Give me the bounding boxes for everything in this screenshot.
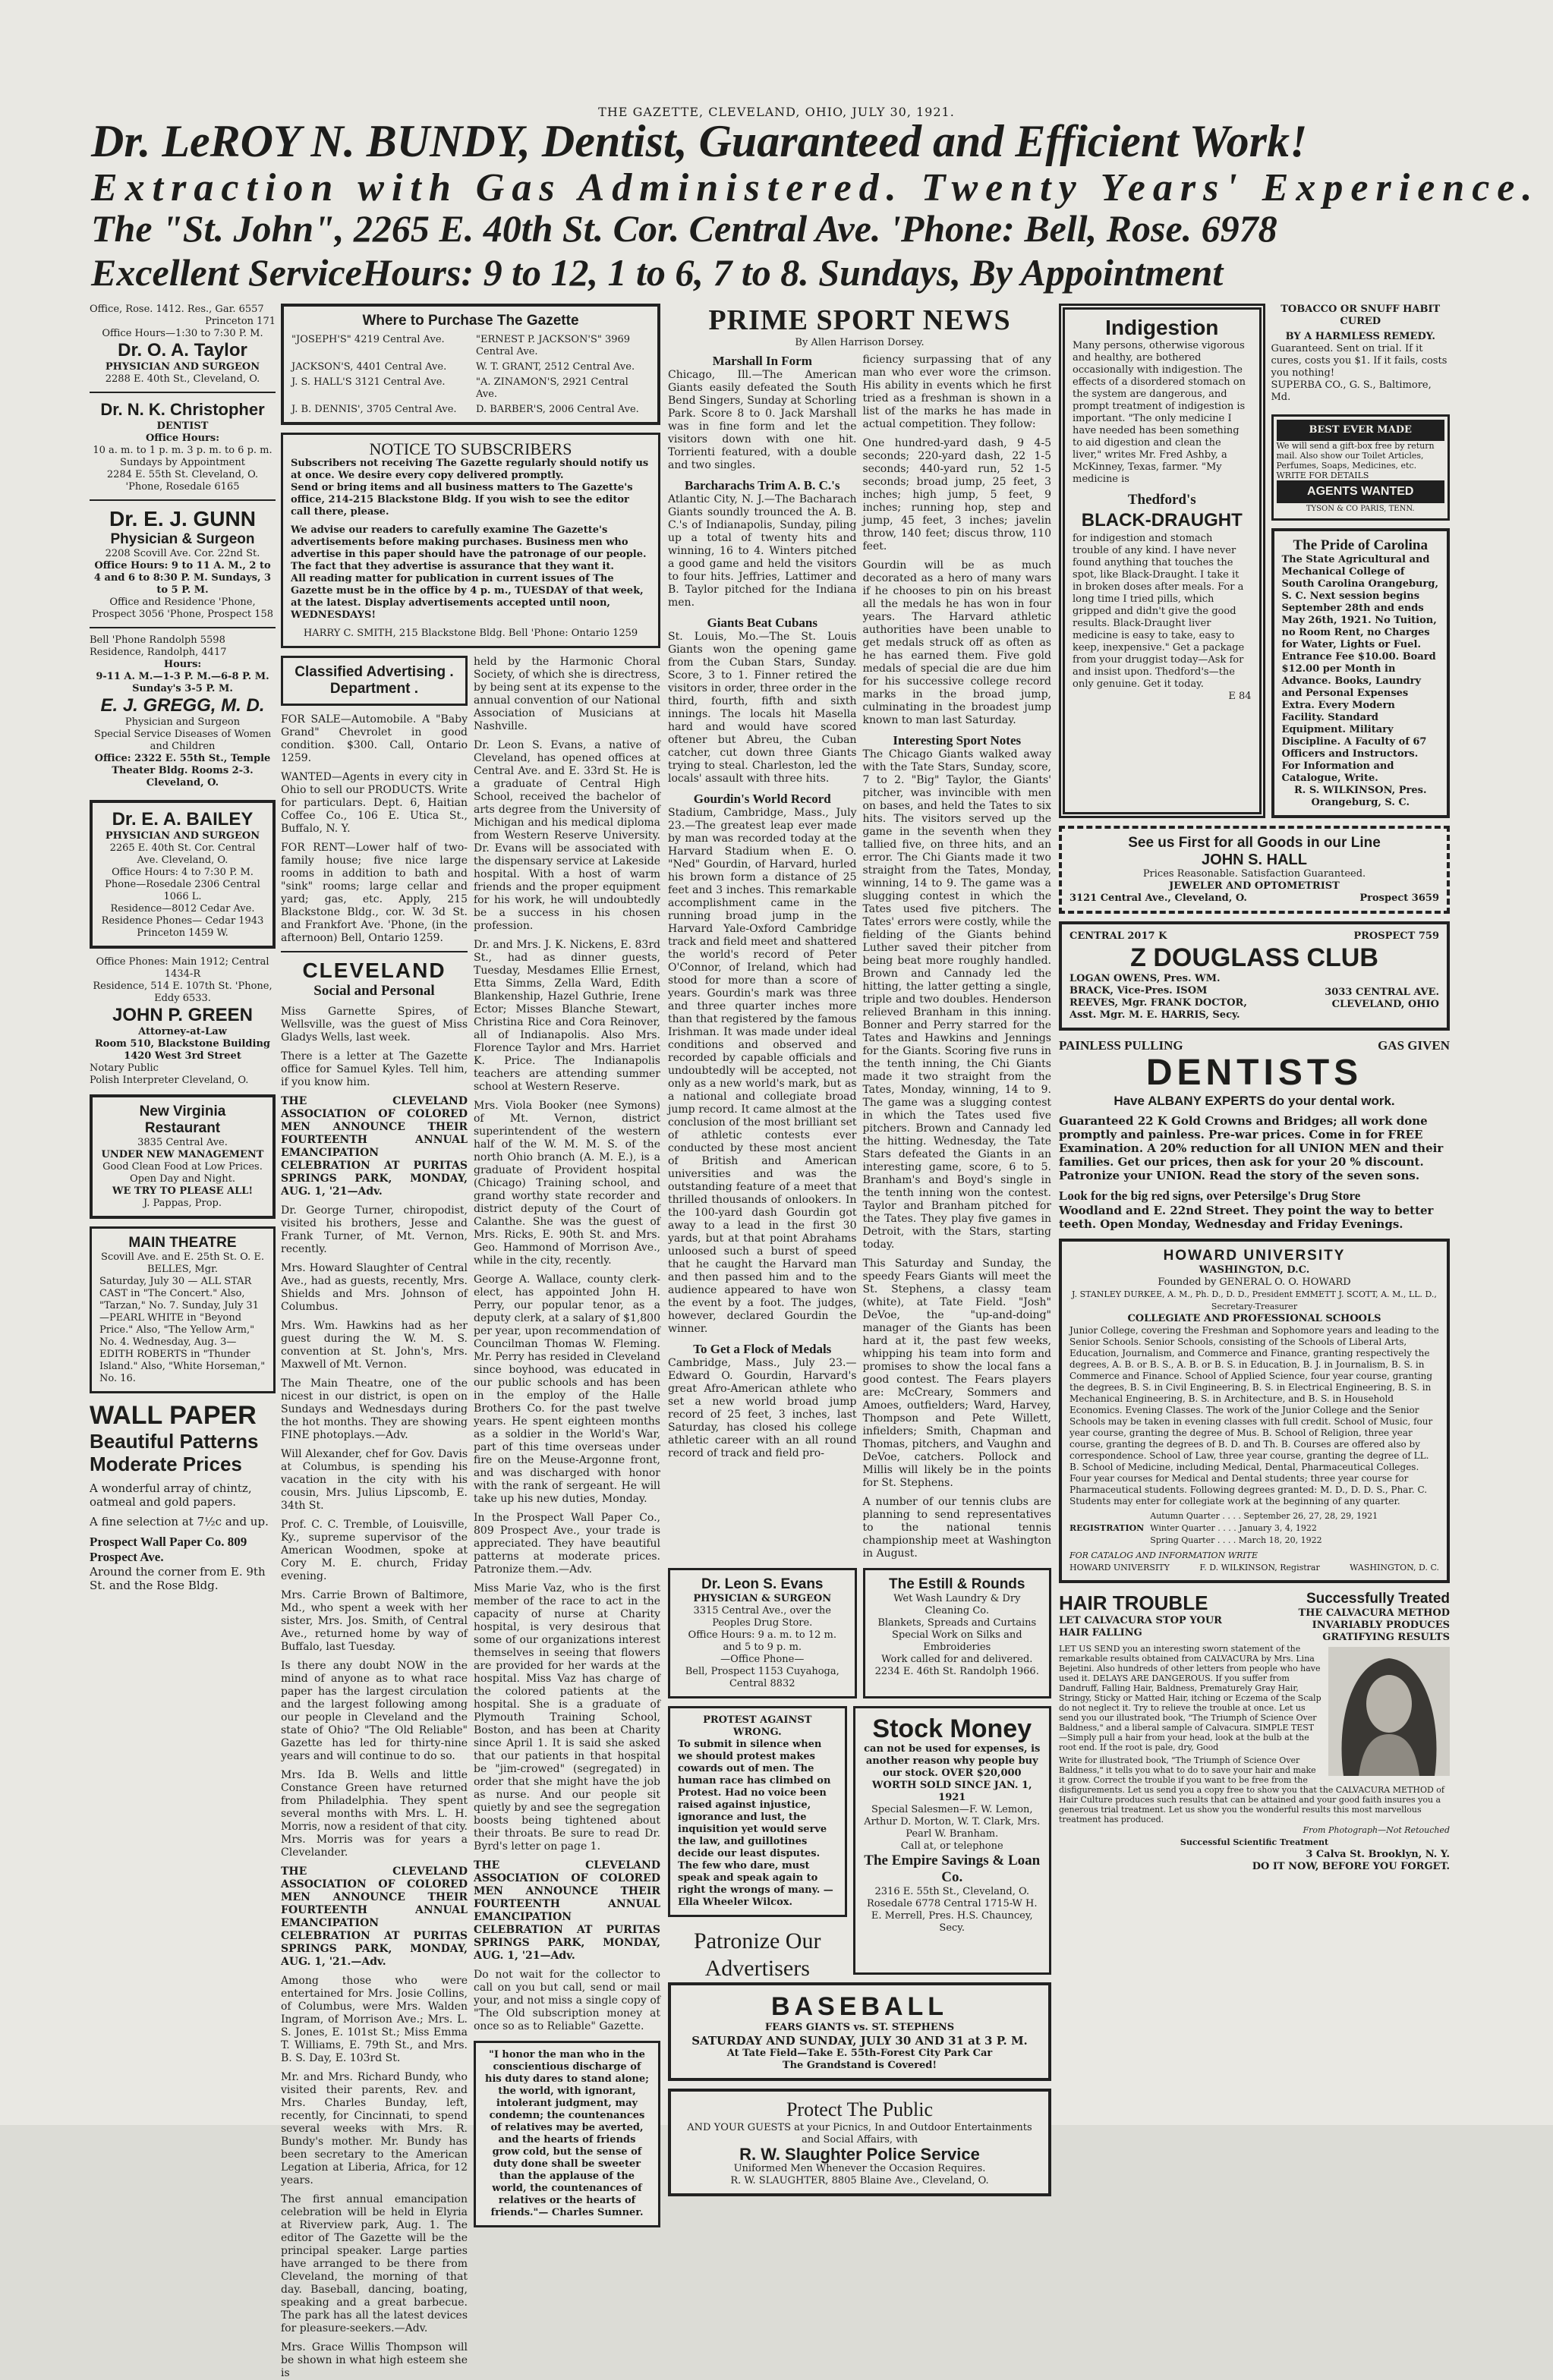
store-item: J. B. DENNIS', 3705 Central Ave. [291,404,457,415]
column-3 [668,304,1051,2186]
hall-name: JOHN S. HALL [1202,852,1307,868]
green-interpreter: Polish Interpreter Cleveland, O. [90,1075,249,1086]
theatre-text: Saturday, July 30 — ALL STAR CAST in "The Concert." Also, "Tarzan," No. 7. Sunday, July 31—PEARL WHITE in "Beyond Price." Also, "The Yellow Arm," No. 4. Wednesday, Aug. 3—EDITH ROBERTS in "Thunder Island." Also, "White Horseman," No. 16. [99,1276,266,1384]
dentists-text: Guaranteed 22 K Gold Crowns and Bridges; all work done promptly and painless. Pre-war prices. Come in for FREE Examination. A 20% reduction for all UNION MEN and their families. Get our prices, then ask for your 20 % discount. Patronize your UNION. Read the story of the seven sons. [1059,1114,1444,1182]
dentists-left: PAINLESS PULLING [1059,1038,1183,1053]
dentists-look: Look for the big red signs, over Petersilge's Drug Store [1059,1188,1361,1203]
calvacura-ad [1059,1591,1450,1873]
indigestion-text: Many persons, otherwise vigorous and healthy, are bothered occasionally with indigestion. The effects of a disordered stomach on the system are dangerous, and prompt treatment of indigestion is important. "The only medicine I have needed has been something to aid digestion and clean the liver," writes Mr. Fred Ashby, a McKinney, Texas, farmer. "My medicine is [1073,340,1246,485]
store-item: "ERNEST P. JACKSON'S" 3969 Central Ave. [476,334,631,357]
virginia-address: 3835 Central Ave. [137,1137,228,1148]
carolina-text: The State Agricultural and Mechanical College of South Carolina Orangeburg, S. C. Next session begins September 28th and ends May 26th, 1921. No Tuition, no Room Rent, no Charges for Water, Lights or Fuel. Entrance Fee $10.00. Board $12.00 per Month in Advance. Books, Laundry and Personal Expenses Extra. Every Modern Facility. Standard Equipment. Military Discipline. A Faculty of 67 Officers and Instructors. For Information and Catalogue, Write. [1281,554,1438,784]
cleveland-subtitle: Social and Personal [313,983,435,999]
black-draught-brand: BLACK-DRAUGHT [1081,510,1243,530]
tobacco-sub: BY A HARMLESS REMEDY. [1285,331,1435,342]
purchase-stores [291,334,650,416]
estill-ad [863,1568,1052,1698]
social-item: Is there any doubt NOW in the mind of anyone as to what race paper has the largest circulation and the largest following among our people in Cleveland and the state of Ohio? "The Old Reliable" Gazette has led for thirty-nine years and will continue to do so. [281,1660,468,1762]
social-item: Prof. C. C. Tremble, of Louisville, Ky., supreme supervisor of the American Woodmen, spoke at Cory M. E. church, Friday evening. [281,1519,468,1582]
wallpaper-h2: Beautiful Patterns [90,1430,259,1453]
sport-heading: Giants Beat Cubans [707,615,817,630]
calvacura-head-right [1258,1591,1451,1644]
taylor-hours: Office Hours—1:30 to 7:30 P. M. [102,328,263,339]
christopher-name: Dr. N. K. Christopher [100,400,265,419]
howard-registration-block [1069,1510,1439,1547]
hair-right-text: Write for illustrated book, "The Triumph of Science Over Baldness," it tells you what to do to save your hair and make it grow. Correct the trouble if you want to be free from the disfigurements. Let us send you a copy free to show you that the CALVACURA METHOD of Hair Culture produces such results that can be attained and your good faith insures you a generous trial treatment. Let us show you the wonderful results this most marvellous treatment has produced. [1059,1755,1444,1824]
protect-title: Protect The Public [786,2098,934,2120]
sport-article: One hundred-yard dash, 9 4-5 seconds; 220-yard dash, 22 1-5 seconds; 440-yard run, 52 1-5 seconds; broad jump, 25 feet, 3 inches; high jump, 5 feet, 9 inches; running hop, step and jump, 45 feet, 3 inches; javelin throw, 140 feet; discus throw, 110 feet. [862,437,1051,552]
notice-p2: Send or bring items and all business matters to The Gazette's office, 214-215 Blackstone Bldg. If you wish to see the editor call there, please. [291,482,633,518]
evans-ad [668,1568,857,1698]
wallpaper-text1: A wonderful array of chintz, oatmeal and gold papers. [90,1481,252,1509]
virginia-please: WE TRY TO PLEASE ALL! [112,1185,254,1197]
douglass-name: Z DOUGLASS CLUB [1130,943,1378,972]
sport-article: A number of our tennis clubs are planning to send representatives to the national tennis championship meet at Washington in August. [862,1496,1051,1560]
classified-box [281,656,468,706]
social-item: held by the Harmonic Choral Society, of which she is directress, by being sent at its expense to the annual convention of our National Association of Musicians at Nashville. [474,656,660,732]
wallpaper-h1: WALL PAPER [90,1401,257,1430]
dentists-title: DENTISTS [1145,1053,1363,1093]
taylor-title: PHYSICIAN AND SURGEON [105,361,260,373]
howard-footer-right: WASHINGTON, D. C. [1350,1563,1439,1572]
hair-text: LET US SEND you an interesting sworn statement of the remarkable results obtained from CALVACURA by Mrs. Lina Bejetini. Also hundreds of other letters from people who have used it. DELAYS ARE DANGEROUS. If you suffer from Dandruff, Falling Hair, Baldness, Prematurely Gray Hair, Stringy, Sticky or Matted Hair, itching or Eczema of the Scalp do not neglect it. Try to relieve the trouble at once. Let us send you our illustrated book, "The Triumph of Science Over Baldness," and a liberal sample of Calvacura. SIMPLE TEST—Simply pull a hair from your head, look at the bulb at the root end. If the root is pale, dry, Good [1059,1644,1321,1752]
bailey-name: Dr. E. A. BAILEY [112,809,254,830]
howard-footer [1069,1562,1439,1574]
protest-text: To submit in silence when we should protest makes cowards out of men. The human race has climbed on Protest. Had no voice been raised against injustice, ignorance and lust, the inquisition yet would serve the law, and guillotines decide our least disputes. The few who dare, must speak and speak again to right the wrongs of many. —Ella Wheeler Wilcox. [678,1739,833,1908]
douglass-central: CENTRAL 2017 K [1069,930,1167,942]
store-item: "JOSEPH'S" 4219 Central Ave. [291,334,445,345]
agents-wanted: AGENTS WANTED [1277,480,1445,503]
social-item: Dr. George Turner, chiropodist, visited his brothers, Jesse and Frank Turner, of Mt. Vernon, recently. [281,1204,468,1255]
hair-title: HAIR TROUBLE [1059,1591,1208,1614]
howard-catalog: FOR CATALOG AND INFORMATION WRITE [1069,1550,1258,1560]
col4-top [1059,304,1450,826]
hair-company: 3 Calva St. Brooklyn, N. Y. [1306,1849,1450,1860]
store-item: D. BARBER'S, 2006 Central Ave. [476,404,639,415]
gunn-title: Physician & Surgeon [110,531,255,547]
baseball-ad [668,1982,1051,2081]
purchase-title: Where to Purchase The Gazette [362,313,579,329]
bundy-banner-line1: Dr. LeROY N. BUNDY, Dentist, Guaranteed and Efficient Work! [91,116,1308,166]
dentists-top [1059,1038,1450,1053]
stock-money-ad [853,1706,1052,1975]
green-notary: Notary Public [90,1062,159,1074]
protect-ad [668,2089,1051,2196]
evans-phone-label: —Office Phone— [720,1654,805,1665]
christopher-ad [90,399,276,493]
tobacco-text: Guaranteed. Sent on trial. If it cures, costs you $1. If it fails, costs you nothing! [1271,343,1447,379]
hall-prospect: Prospect 3659 [1359,892,1439,904]
douglass-address: 3033 CENTRAL AVE. CLEVELAND, OHIO [1325,987,1439,1010]
howard-winter: Winter Quarter . . . . January 3, 4, 1922 [1150,1523,1317,1533]
social-item: Miss Marie Vaz, who is the first member of the race to act in the capacity of nurse at Charity hospital, is very desirous that some of our organizations interest themselves in seeing that flowers are provided for her wards at the hospital. Miss Vaz has charge of the colored patients at the hospital. She is a graduate of Plymouth Training School, Boston, and has been at Charity since April 1. It is said she asked that our patients in that hospital be "jim-crowed" (segregated) in order that she might have the job as nurse. And our people sit quietly by and see the segregation boosts being tightened about their throats. Be sure to read Dr. Byrd's letter on page 1. [474,1582,660,1853]
taylor-address: 2288 E. 40th St., Cleveland, O. [105,373,260,385]
social-item: Dr. Leon S. Evans, a native of Cleveland, has opened offices at Central Ave. and E. 33rd St. He is a graduate of Central High School, received the bachelor of arts degree from the University of Michigan and his medical diploma from Western Reserve University. Dr. Evans will be associated with the dispensary service at Lakeside hospital. With a host of warm friends and the proper equipment for his work, he will undoubtedly be a success in his chosen profession. [474,739,660,932]
store-item: J. S. HALL'S 3121 Central Ave. [291,376,446,388]
stock-call: Call at, or telephone [900,1840,1003,1852]
store-item: "A. ZINAMON'S, 2921 Central Ave. [476,376,628,400]
wallpaper-around: Around the corner from E. 9th St. and the Rose Bldg. [90,1565,266,1592]
notice-sig: HARRY C. SMITH, 215 Blackstone Bldg. Bell 'Phone: Ontario 1259 [303,628,638,639]
indigestion-title: Indigestion [1105,316,1219,339]
virginia-prop: J. Pappas, Prop. [143,1198,222,1209]
classified-ad-2: WANTED—Agents in every city in Ohio to sell our PRODUCTS. Write for particulars. Dept. 6, Haitian Coffee Co., 106 E. Utica St., Buffalo, N. Y. [281,771,468,835]
howard-spring: Spring Quarter . . . . March 18, 20, 1922 [1150,1535,1322,1545]
hall-footer [1069,892,1439,905]
dentists-ad [1059,1038,1450,1231]
christopher-hours-label: Office Hours: [145,433,220,444]
theatre-address: Scovill Ave. and E. 25th St. O. E. BELLES, Mgr. [101,1251,264,1275]
bundy-banner-line3: The "St. John", 2265 E. 40th St. Cor. Central Ave. 'Phone: Bell, Rose. 6978 [91,207,1277,250]
howard-registration: REGISTRATION [1069,1523,1145,1533]
social-item: THE CLEVELAND ASSOCIATION OF COLORED MEN ANNOUNCE THEIR FOURTEENTH ANNUAL EMANCIPATION CELEBRATION AT PURITAS SPRINGS PARK, MONDAY, AUG. 1, '21.—Adv. [281,1865,468,1968]
sport-heading: Marshall In Form [712,354,812,368]
gunn-address: 2208 Scovill Ave. Cor. 22nd St. [105,548,260,559]
social-item: THE CLEVELAND ASSOCIATION OF COLORED MEN ANNOUNCE THEIR FOURTEENTH ANNUAL EMANCIPATION CELEBRATION AT PURITAS SPRINGS PARK, MONDAY, AUG. 1, '21—Adv. [474,1859,660,1962]
protect-address: R. W. SLAUGHTER, 8805 Blaine Ave., Cleveland, O. [730,2175,989,2186]
main-theatre-ad [90,1226,276,1393]
sport-columns [668,354,1051,1560]
dentists-right: GAS GIVEN [1378,1038,1450,1053]
running-head: THE GAZETTE, CLEVELAND, OHIO, JULY 30, 1921. [598,105,955,119]
estill-text: Blankets, Spreads and Curtains Special Work on Silks and Embroideries [877,1617,1037,1653]
calvacura-body [1059,1644,1450,1873]
green-name: JOHN P. GREEN [112,1005,253,1025]
carolina-ad [1271,528,1451,818]
notice-p3: We advise our readers to carefully examine The Gazette's advertisements before making purchases. Business men who advertise in this paper should have the patronage of our people. The fact that they advertise is assurance that they want it. [291,524,647,572]
baseball-title: BASEBALL [770,1992,949,2021]
sport-left [668,354,857,1560]
store-item: W. T. GRANT, 2512 Central Ave. [476,361,635,373]
notice-box [281,433,660,648]
bailey-title: PHYSICIAN AND SURGEON [105,830,260,842]
bundy-banner-line2: Extraction with Gas Administered. Twenty Years' Experience. [91,166,1540,209]
indigestion-ad [1059,304,1265,818]
howard-autumn: Autumn Quarter . . . . September 26, 27, 28, 29, 1921 [1150,1511,1378,1521]
notice-title: NOTICE TO SUBSCRIBERS [369,439,572,458]
gregg-hours: 9-11 A. M.—1-3 P. M.—6-8 P. M. Sunday's 3-5 P. M. [96,671,269,694]
social-item: There is a letter at The Gazette office for Samuel Kyles. Tell him, if you know him. [281,1050,468,1088]
sport-article: Stadium, Cambridge, Mass., July 23.—The greatest leap ever made by man was recorded today at the Harvard Stadium when E. O. "Ned" Gourdin, of Harvard, hurled his brown form a distance of 25 feet and 3 inches. This remarkable accomplishment came in the running broad jump in the Harvard Yale-Oxford Cambridge track and field meet and shattered the world's record of Peter O'Connor, of Ireland, which had stood for more than a score of years. Gourdin's mark was three and three quarter inches more than that registered by the famous Irishman. It was made under ideal conditions and observed and recorded by capable officials and undoubtedly will be accepted, not only as a new world's mark, but as a national and collegiate broad jump record. It came almost at the conclusion of the most brilliant set of athletic contests ever conducted by these most ancient of British and American universities and was the outstanding feature of a meet that thrilled thousands of onlookers. In the 100-yard dash Gourdin got away to a lead in the first 30 yards, but at that point Abrahams unloosed such a burst of speed that he caught the Harvard man and then passed him and to the audience appeared to have won the event by a foot. The judges, however, declared Gourdin the winner. [668,807,857,1335]
douglass-club-ad [1059,921,1450,1031]
douglass-details [1069,973,1439,1022]
hall-ad [1059,826,1450,914]
sport-article: ficiency surpassing that of any man who ever wore the crimson. His ability in events which he first tried as a freshman is shown in a list of the marks he has made in actual competition. They follow: [862,354,1051,430]
howard-quarters [1150,1510,1378,1547]
douglass-prospect: PROSPECT 759 [1353,930,1439,942]
sport-article: This Saturday and Sunday, the speedy Fears Giants will meet the St. Stephens, a classy team (white), at Tate Field. "Josh" DeVoe, the "up-and-doing" manager of the Giants has been hard at it, the past few weeks, whipping his team into form and promises to show the local fans a good contest. The Fears players are: McCreary, Sommers and Amoes, outfielders; Ward, Harvey, Thompson and Pete Willett, infielders; Smith, Chapman and Thomas, pitchers, and Vaughn and DeVoe, catchers. Pollock and Millis will likely be in the points for St. Stephens. [862,1258,1051,1489]
howard-place: WASHINGTON, D.C. [1199,1264,1310,1276]
sport-article: Gourdin will be as much decorated as a hero of many wars if he chooses to pin on his breast all the medals he has won in four years. The Harvard athletic authorities have been unable to get medals struck off as often as he has earned them. Five gold medals of special die are due him for his successive college record marks in the broad jump, culminating in the broadest jump known to man last Saturday. [862,559,1051,726]
social-item: The first annual emancipation celebration will be held in Elyria at Riverview park, Aug. 1. The editor of The Gazette will be the principal speaker. Large parties have arranged to be there from Cleveland, the morning of that day. Baseball, dancing, boating, speaking and a great barbecue. The park has all the latest devices for pleasure-seekers.—Adv. [281,2193,468,2334]
green-phones: Office Phones: Main 1912; Central 1434-R [96,956,269,980]
evans-phone: Bell, Prospect 1153 Cuyahoga, Central 8832 [685,1666,840,1689]
social-item: In the Prospect Wall Paper Co., 809 Prospect Ave., your trade is appreciated. They have beautiful patterns at moderate prices. Patronize them.—Adv. [474,1512,660,1576]
protect-text: AND YOUR GUESTS at your Picnics, In and Outdoor Entertainments and Social Affairs, with [687,2122,1032,2145]
hall-sub: Prices Reasonable. Satisfaction Guaranteed. [1142,868,1366,880]
wallpaper-h3: Moderate Prices [90,1453,242,1475]
calvacura-head-left [1059,1591,1252,1644]
column-1 [90,304,276,2095]
notice-p1: Subscribers not receiving The Gazette regularly should notify us at once. We desire every copy delivered promptly. [291,458,649,481]
hair-cta: DO IT NOW, BEFORE YOU FORGET. [1252,1861,1450,1872]
social-item: Mrs. Wm. Hawkins had as her guest during the W. M. S. convention at St. John's, Mrs. Maxwell of Mt. Vernon. [281,1320,468,1371]
social-item: Mrs. Ida B. Wells and little Constance Green have returned from Philadelphia. They spent several months with Mrs. L. H. Morris, now a resident of that city. Mrs. Morris was for years a Clevelander. [281,1769,468,1859]
sumner-quote: "I honor the man who in the conscientious discharge of his duty dares to stand alone; the world, with ignorant, intolerant judgment, may condemn; the countenances of relatives may be averted, and the hearts of friends grow cold, but the sense of duty done shall be sweeter than the applause of the world, the countenances of relatives or the hearts of friends."— Charles Sumner. [485,2049,649,2218]
christopher-address: 2284 E. 55th St. Cleveland, O. [106,469,259,480]
evans-hours: Office Hours: 9 a. m. to 12 m. and 5 to 9 p. m. [688,1629,836,1653]
sport-article: St. Louis, Mo.—The St. Louis Giants won the opening game from the Cuban Stars, Sunday. Score, 3 to 1. Finner retired the visitors in order, three order in the third, fourth, fifth and sixth innings. The locals hit Masella hard and would have scored oftener but Abreu, the Cuban catcher, cut down three Giants trying to steal. Charleston, led the locals' assault with three hits. [668,631,857,785]
sport-heading: Barcharachs Trim A. B. C.'s [685,478,840,493]
col3-ads-row1 [668,1568,1051,1706]
woman-portrait-image [1328,1647,1450,1776]
virginia-food: Good Clean Food at Low Prices. Open Day and Night. [102,1161,263,1185]
evans-title: PHYSICIAN & SURGEON [693,1593,832,1604]
taylor-ad [90,304,276,386]
col4-top-right [1271,304,1451,826]
social-item: Mrs. Viola Booker (nee Symons) of Mt. Vernon, district superintendent of the western half of the W. M. M. S. of the north Ohio branch (A. M. E.), is a graduate of Provident hospital (Chicago) Training school, and grand worthy state recorder and district deputy of the Court of Calanthe. She was the guest of Mrs. Ricks, E. 90th St. and Mrs. Geo. Hammond of Morrison Ave., while in the city, recently. [474,1100,660,1267]
estill-name: The Estill & Rounds [889,1576,1025,1592]
social-item: Dr. and Mrs. J. K. Nickens, E. 83rd St., had as dinner guests, Tuesday, Mesdames Ellie Ernest, Etta Simms, Zella Ward, Edith Blankenship, Hazel Guthrie, Irene Ector; Misses Blanche Stewart, Christina Rice and Cora Reinover, all of Indianapolis. Also Mrs. Florence Taylor and Mrs. Harriet K. Price. The Indianapolis teachers are attending summer school at Western Reserve. [474,939,660,1093]
sport-article: The Chicago Giants walked away with the Tate Stars, Sunday, score, 7 to 2. "Big" Taylor, the Giants' pitcher, was invincible with men on bases, and held the Tates to six hits. The visitors served up the game in the seventh when they tallied five, on three hits, and an error. The Chi Giants made it two straight from the Tates, Monday, winning, 14 to 9. The game was a slugging contest in which the Tates used five pitchers. The Tates' errors were costly, while the fielding of the Giants behind Luther saved their pitcher from being beat more roughly handled. Brown and Cannady led the hitting, the latter getting a single, triple and two doubles. Henderson relieved Branham in this inning. Bonner and Perry starred for the Tates and Hawkins and Jennings for the Giants. Scoring five runs in the tenth inning, the Chi Giants made it two straight from the Tates, Monday, winning, 14 to 9. The game was a slugging contest in which the Tates used five pitchers. Brown and Cannady led the hitting. Wednesday, the Tate Stars defeated the Giants in an interesting game, score, 6 to 5. Branham's and Boyd's single in the tenth inning won the contest. Taylor and Branham pitched for the Tates. They play five games in Detroit, with the Stars, starting today. [862,748,1051,1251]
douglass-phones [1069,930,1439,943]
social-item: Mrs. Carrie Brown of Baltimore, Md., who spent a week with her sister, Mrs. Jos. Smith, of Central Ave., returned home by way of Buffalo, last Tuesday. [281,1589,468,1653]
green-room: Room 510, Blackstone Building 1420 West 3rd Street [94,1038,271,1062]
baseball-sub: FEARS GIANTS vs. ST. STEPHENS [764,2022,955,2033]
gregg-name: E. J. GREGG, M. D. [100,695,265,716]
agents-top: BEST EVER MADE [1277,420,1445,441]
sport-heading: To Get a Flock of Medals [693,1342,832,1356]
stock-company: The Empire Savings & Loan Co. [864,1853,1041,1885]
hair-right-sub: THE CALVACURA METHOD INVARIABLY PRODUCES GRATIFYING RESULTS [1298,1607,1450,1643]
carolina-title: The Pride of Carolina [1293,537,1428,553]
protest-box [668,1706,847,1917]
column-4 [1059,304,1450,2095]
social-item: Miss Garnette Spires, of Wellsville, was the guest of Miss Gladys Wells, last week. [281,1006,468,1044]
taylor-princeton: Princeton 171 [205,316,276,327]
social-item: THE CLEVELAND ASSOCIATION OF COLORED MEN ANNOUNCE THEIR FOURTEENTH ANNUAL EMANCIPATION CELEBRATION AT PURITAS SPRINGS PARK, MONDAY, AUG. 1, '21—Adv. [281,1095,468,1198]
virginia-name: New Virginia Restaurant [139,1103,226,1136]
social-item: George A. Wallace, county clerk-elect, has appointed John H. Perry, our popular tenor, as a deputy clerk, at a salary of $1,800 per year, upon recommendation of Councilman Thomas W. Fleming. Mr. Perry has resided in Cleveland since boyhood, was educated in our public schools and has been in the employ of the Halle Brothers Co. for the past twelve years. He spent eighteen months as a soldier in the World's War, part of this time overseas under fire on the Meuse-Argonne front, and was discharged with honor with the rank of sergeant. He will take up his new duties, Monday. [474,1273,660,1505]
bailey-ad [90,800,276,949]
howard-title: HOWARD UNIVERSITY [1163,1248,1346,1264]
hair-right-title: Successfully Treated [1306,1591,1450,1607]
gregg-special: Special Service Diseases of Women and Children [93,729,272,752]
dentists-sub: Have ALBANY EXPERTS do your dental work. [1114,1094,1395,1108]
estill-sub: Wet Wash Laundry & Dry Cleaning Co. [893,1593,1021,1617]
bailey-residence: Residence—8012 Cedar Ave. Residence Phones— Cedar 1943 Princeton 1459 W. [101,903,264,939]
green-ad [90,956,276,1087]
social-item: Will Alexander, chef for Gov. Davis at Columbus, is spending his vacation in the city with his cousin, Mrs. Julius Lipscomb, E. 34th St. [281,1448,468,1512]
gunn-name: Dr. E. J. GUNN [109,507,256,530]
hall-title: See us First for all Goods in our Line [1128,835,1381,851]
christopher-hours: 10 a. m. to 1 p. m. 3 p. m. to 6 p. m. Sundays by Appointment [93,445,272,468]
calvacura-head [1059,1591,1450,1644]
column-2 [281,304,660,2379]
green-title: Attorney-at-Law [138,1026,227,1037]
evans-name: Dr. Leon S. Evans [701,1576,824,1592]
howard-schools: COLLEGIATE AND PROFESSIONAL SCHOOLS [1127,1313,1381,1324]
howard-university-ad [1059,1239,1450,1583]
sport-article: Chicago, Ill.—The American Giants easily defeated the South Bend Singers, Sunday at Schorling Park. Score 8 to 0. Jack Marshall was in fine form and let the visitors down with one hit. Torrienti featured, with a double and two singles. [668,369,857,471]
sport-title: PRIME SPORT NEWS [708,304,1011,336]
evans-address: 3315 Central Ave., over the Peoples Drug Store. [693,1605,831,1629]
indigestion-code: E 84 [1228,691,1252,702]
bundy-banner-line4: Excellent ServiceHours: 9 to 12, 1 to 6, 7 to 8. Sundays, By Appointment [91,251,1224,294]
stock-text: can not be used for expenses, is another reason why people buy our stock. OVER $20,000 WORTH SOLD SINCE JAN. 1, 1921 [864,1743,1041,1803]
classified-ad-1: FOR SALE—Automobile. A "Baby Grand" Chevrolet in good condition. $300. Call, Ontario 1259. [281,713,468,764]
gregg-office: Office: 2322 E. 55th St., Temple Theater Bldg. Rooms 2-3. Cleveland, O. [94,753,271,789]
tobacco-company: SUPERBA CO., G. S., Baltimore, Md. [1271,379,1432,403]
sport-article: Cambridge, Mass., July 23.—Edward O. Gourdin, Harvard's great Afro-American athlete who set a new world broad jump record of 25 feet, 3 inches, last Saturday, has closed his college athletic career with an all round record of track and field pro- [668,1357,857,1459]
purchase-box [281,304,660,425]
cleveland-title: CLEVELAND [302,959,446,982]
sport-right [863,354,1052,1560]
taylor-name: Dr. O. A. Taylor [118,340,247,360]
protect-name: R. W. Slaughter Police Service [739,2145,980,2164]
howard-founded: Founded by GENERAL O. O. HOWARD [1158,1277,1351,1288]
agents-ad [1271,414,1451,521]
col3-ads-left [668,1706,847,1982]
hair-sub: LET CALVACURA STOP YOUR HAIR FALLING [1059,1615,1222,1639]
classified-ad-3: FOR RENT—Lower half of two-family house; five nice large rooms in addition to bath and "sink" rooms; large cellar and yard; gas, etc. Apply, 215 Blackstone Bldg., cor. W. 3d St. and Frankfort Ave. 'Phone, (in the afternoon) Bell, Ontario 1259. [281,842,468,944]
social-item: Do not wait for the collector to call on you but call, send or mail your, and not miss a single copy of "The Old subscription money at once so as to Reliable" Gazette. [474,1969,660,2032]
estill-call: Work called for and delivered. [881,1654,1033,1665]
baseball-place: At Tate Field—Take E. 55th-Forest City Park Car [726,2048,993,2059]
hall-address: 3121 Central Ave., Cleveland, O. [1069,892,1247,904]
howard-footer-left: HOWARD UNIVERSITY [1069,1563,1170,1572]
gunn-phones: Office and Residence 'Phone, Prospect 3056 'Phone, Prospect 158 [91,597,274,620]
baseball-date: SATURDAY AND SUNDAY, JULY 30 AND 31 at 3 P. M. [691,2034,1028,2048]
social-item: Mrs. Howard Slaughter of Central Ave., had as guests, recently, Mrs. Shields and Mrs. Johnson of Columbus. [281,1262,468,1313]
wallpaper-ad [90,1401,276,1592]
bailey-address: 2265 E. 40th St. Cor. Central Ave. Cleveland, O. [109,842,256,866]
col2-split [281,656,660,2380]
social-item: The Main Theatre, one of the nicest in our district, is open on Sundays and Wednesdays during the hot months. They are showing FINE photoplays.—Adv. [281,1377,468,1441]
howard-officers: J. STANLEY DURKEE, A. M., Ph. D., D. D., President EMMETT J. SCOTT, A. M., LL. D., Secretary-Treasurer [1072,1289,1437,1311]
protect-sub: Uniformed Men Whenever the Occasion Requires. [733,2163,986,2174]
hall-jeweler: JEWELER AND OPTOMETRIST [1169,880,1340,892]
carolina-sig: R. S. WILKINSON, Pres. Orangeburg, S. C. [1294,785,1427,808]
col2-right [474,656,660,2380]
hair-caption: Successful Scientific Treatment [1180,1837,1329,1847]
notice-p4: All reading matter for publication in current issues of The Gazette must be in the office by 4 p. m., TUESDAY of that week, at the latest. Display advertisements accepted until noon, WEDNESDAYS! [291,573,644,621]
green-residence: Residence, 514 E. 107th St. 'Phone, Eddy 6533. [93,981,272,1004]
social-item: Among those who were entertained for Mrs. Josie Collins, of Columbus, were Mrs. Walden Ingram, of Morrison Ave.; Mrs. L. S. Jones, E. 101st St.; Miss Emma T. Williams, E. 79th St., and Mrs. B. S. Day, E. 103rd St. [281,1975,468,2064]
wallpaper-company: Prospect Wall Paper Co. 809 Prospect Ave. [90,1535,247,1564]
gunn-ad [90,507,276,621]
protest-title: PROTEST AGAINST WRONG. [703,1714,812,1738]
store-item: JACKSON'S, 4401 Central Ave. [291,361,447,373]
virginia-mgmt: UNDER NEW MANAGEMENT [101,1149,264,1160]
estill-address: 2234 E. 46th St. Randolph 1966. [874,1666,1039,1677]
theatre-name: MAIN THEATRE [128,1235,237,1251]
agents-text: We will send a gift-box free by return mail. Also show our Toilet Articles, Perfumes, Soaps, Medicines, etc. WRITE FOR DETAILS [1276,441,1435,480]
gregg-hours-label: Hours: [163,659,202,670]
col3-ads-row2 [668,1706,1051,1982]
gregg-title: Physician and Surgeon [124,716,241,728]
christopher-title: DENTIST [156,420,209,432]
indigestion-text2: for indigestion and stomach trouble of any kind. I have never found anything that touches the spot, like Black-Draught. I take it in broken doses after meals. For a long time I tried pills, which gripped and didn't give the good results. Black-Draught liver medicine is easy to take, easy to keep, inexpensive." Get a package from your druggist today—Ask for and insist upon. Thedford's—the only genuine. Get it today. [1073,533,1245,690]
gregg-ad [90,634,276,789]
bailey-hours: Office Hours: 4 to 7:30 P. M. Phone—Rosedale 2306 Central 1066 L. [105,867,260,902]
baseball-covered: The Grandstand is Covered! [782,2060,937,2071]
stock-address: 2316 E. 55th St., Cleveland, O. Rosedale 6778 Central 1715-W H. E. Merrell, Pres. H.S. Chauncey, Secy. [867,1886,1038,1934]
tobacco-title: TOBACCO OR SNUFF HABIT CURED [1281,304,1441,327]
agents-company: TYSON & CO PARIS, TENN. [1306,505,1415,513]
classified-title: Classified Advertising . Department . [295,664,454,697]
gunn-hours: Office Hours: 9 to 11 A. M., 2 to 4 and 6 to 8:30 P. M. Sundays, 3 to 5 P. M. [93,560,272,596]
howard-text: Junior College, covering the Freshman and Sophomore years and leading to the Senior Schools. Senior Schools, consisting of the Schools of Liberal Arts, Education, Journalism, and Commerce and Finance, granting respectively the degrees, A. B. or B. S., A. B. or B. S. in Education, B. J. in Journalism, B. S. in Commerce and Finance. School of Applied Science, four year course, granting the degrees, B. S. in Civil Engineering, B. S. in Electrical Engineering, B. S. in Mechanical Engineering, B. S. in Architecture, and B. S. in Household Economics. Evening Classes. The work of the Junior College and the Senior Schools may be taken in evening classes with full credit. School of Music, four year course, granting the degree of Mus. B. School of Religion, three year course, granting the degrees of B. D. and Th. B. Courses are offered also by correspondence. School of Law, three year course, granting the degree of LL. B. School of Medicine, including Medical, Dental, Pharmaceutical Colleges. Four year courses for Medical and Dental students; three year course for Pharmaceutical students. Following degrees granted: M. D., D. D. S., Phar. C. Students may enter for collegiate work at the beginning of any quarter. [1069,1325,1439,1506]
stock-salesmen: Special Salesmen—F. W. Lemon, Arthur D. Morton, W. T. Clark, Mrs. Pearl W. Branham. [864,1804,1041,1840]
virginia-ad [90,1094,276,1219]
col2-left [281,656,468,2380]
douglass-officers: LOGAN OWENS, Pres. WM. BRACK, Vice-Pres. ISOM REEVES, Mgr. FRANK DOCTOR, Asst. Mgr. M. E. HARRIS, Secy. [1069,973,1247,1021]
howard-footer-mid: F. D. WILKINSON, Registrar [1199,1563,1320,1572]
taylor-phones: Office, Rose. 1412. Res., Gar. 6557 [90,304,264,315]
sport-heading: Interesting Sport Notes [893,733,1022,748]
sport-byline: By Allen Harrison Dorsey. [795,337,925,348]
sport-article: Atlantic City, N. J.—The Bacharach Giants soundly trounced the A. B. C.'s of Indianapolis, Sunday, piling up a total of twenty hits and winning, 16 to 4. Winters pitched a good game and held the visitors to four hits. Jeffries, Lattimer and B. Taylor pitched for the Indiana men. [668,493,857,609]
patronize-text: Patronize Our Advertisers [694,1928,821,1981]
thedford-brand: Thedford's [1127,492,1196,508]
social-item: Mrs. Grace Willis Thompson will be shown in what high esteem she is [281,2341,468,2379]
dentists-hours: Woodland and E. 22nd Street. They point the way to better teeth. Open Monday, Wednesday and Friday Evenings. [1059,1204,1434,1231]
christopher-phone: 'Phone, Rosedale 6165 [125,481,240,493]
hair-photo-label: From Photograph—Not Retouched [1303,1825,1450,1835]
sumner-quote-box [474,2041,660,2227]
sport-heading: Gourdin's World Record [693,792,831,806]
wallpaper-text2: A fine selection at 7½c and up. [90,1515,269,1528]
stock-title: Stock Money [872,1714,1032,1743]
social-item: Mr. and Mrs. Richard Bundy, who visited their parents, Rev. and Mrs. Charles Bunday, left, recently, for Cincinnati, to spend several weeks with Mrs. R. Bundy's mother. Mr. Bundy has been secretary to the American Legation at Liberia, Africa, for 12 years. [281,2071,468,2186]
gregg-phones: Bell 'Phone Randolph 5598 Residence, Randolph, 4417 [90,634,227,658]
